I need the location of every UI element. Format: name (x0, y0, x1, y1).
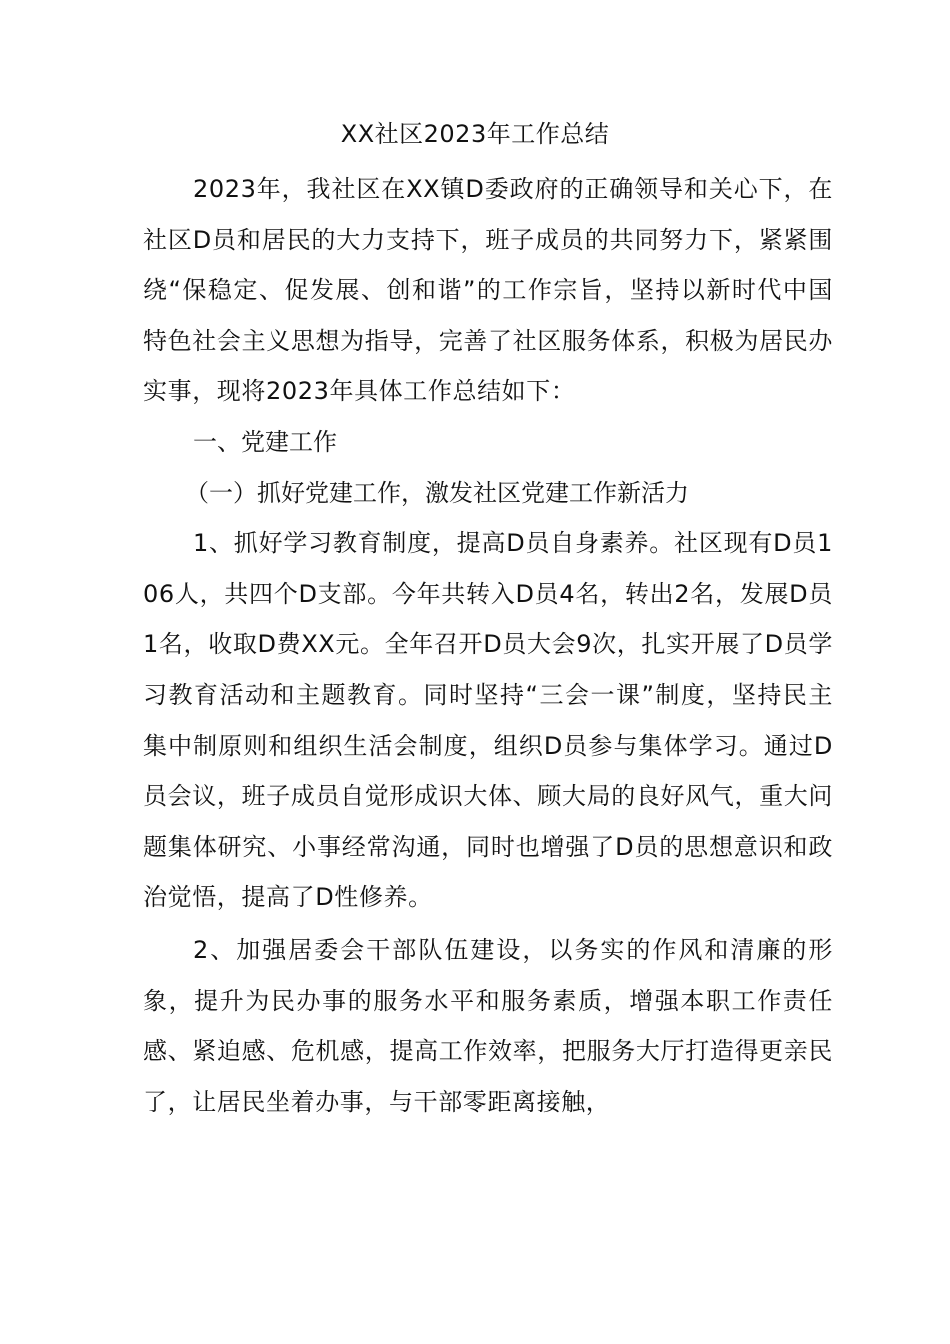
subsection-heading: （一）抓好党建工作，激发社区党建工作新活力 (185, 478, 689, 507)
document-body (143, 164, 833, 1127)
item-2-paragraph: 2、加强居委会干部队伍建设，以务实的作风和清廉的形象，提升为民办事的服务水平和服务素质，增强本职工作责任感、紧迫感、危机感，提高工作效率，把服务大厅打造得更亲民了，让居民坐着办事，与干部零距离接触， (143, 935, 833, 1116)
section-heading-party-building: 一、党建工作 (193, 427, 337, 456)
item-1-paragraph: 1、抓好学习教育制度，提高D员自身素养。社区现有D员106人，共四个D支部。今年共转入D员4名，转出2名，发展D员1名，收取D费XX元。全年召开D员大会9次，扎实开展了D员学习教育活动和主题教育。同时坚持“三会一课”制度，坚持民主集中制原则和组织生活会制度，组织D员参与集体学习。通过D员会议，班子成员自觉形成识大体、顾大局的良好风气，重大问题集体研究、小事经常沟通，同时也增强了D员的思想意识和政治觉悟，提高了D性修养。 (143, 529, 833, 912)
document-title: XX社区2023年工作总结 (340, 120, 610, 148)
intro-paragraph: 2023年，我社区在XX镇D委政府的正确领导和关心下，在社区D员和居民的大力支持下，班子成员的共同努力下，紧紧围绕“保稳定、促发展、创和谐”的工作宗旨，坚持以新时代中国特色社会主义思想为指导，完善了社区服务体系，积极为居民办实事，现将2023年具体工作总结如下： (143, 175, 833, 406)
